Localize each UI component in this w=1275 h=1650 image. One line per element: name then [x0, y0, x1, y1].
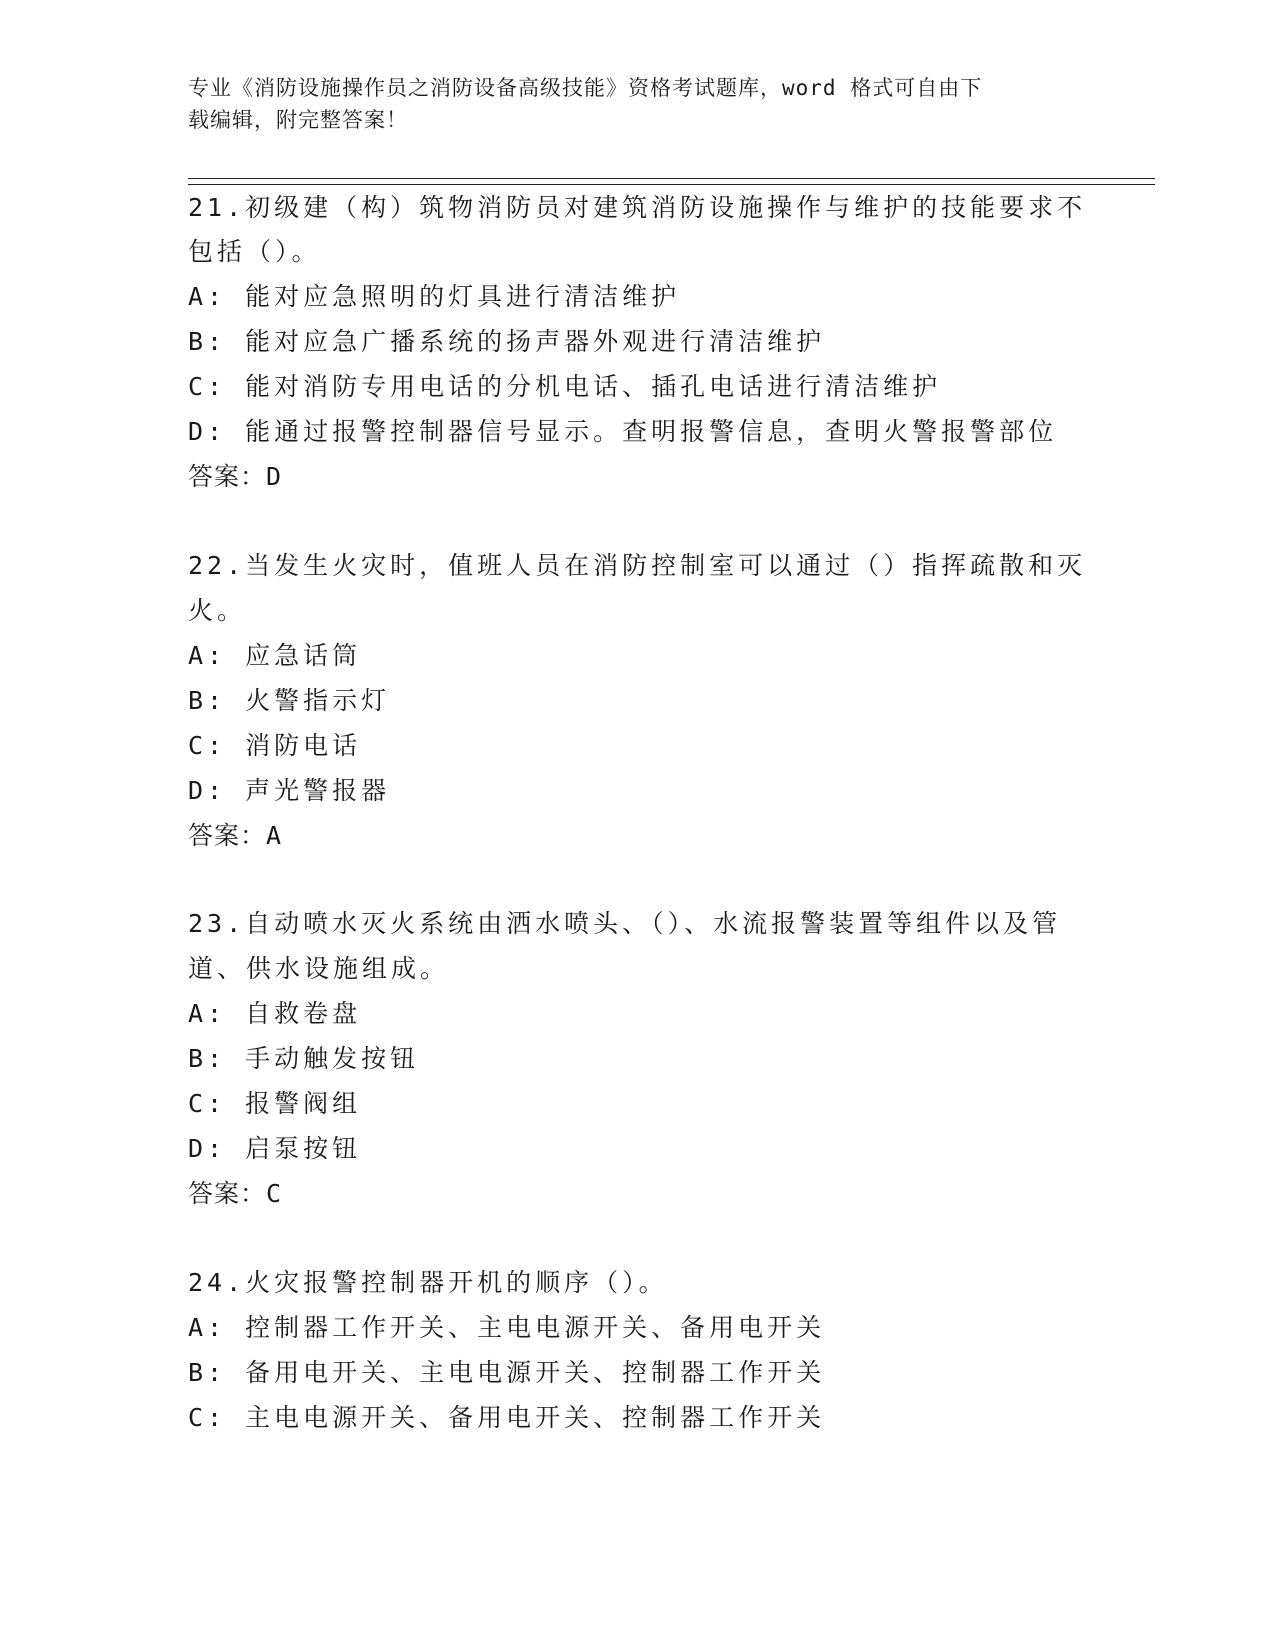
- question-22-stem-line-2: 火。: [188, 596, 247, 625]
- question-23-option-c: C: 报警阀组: [188, 1089, 362, 1118]
- question-23-option-d: D: 启泵按钮: [188, 1134, 362, 1163]
- question-24-stem-line-1: 24.火灾报警控制器开机的顺序（）。: [188, 1268, 668, 1297]
- question-21-stem-line-2: 包括（）。: [188, 237, 321, 266]
- header-divider-top: [188, 178, 1155, 179]
- question-24-option-b: B: 备用电开关、主电电源开关、控制器工作开关: [188, 1358, 826, 1387]
- question-24-option-c: C: 主电电源开关、备用电开关、控制器工作开关: [188, 1403, 826, 1432]
- header-line-2: 载编辑，附完整答案！: [188, 108, 408, 132]
- question-21-option-a: A: 能对应急照明的灯具进行清洁维护: [188, 282, 681, 311]
- header-divider-bottom: [188, 184, 1155, 185]
- question-21-option-d: D: 能通过报警控制器信号显示。查明报警信息，查明火警报警部位: [188, 417, 1058, 446]
- question-22-option-b: B: 火警指示灯: [188, 686, 391, 715]
- question-21-option-c: C: 能对消防专用电话的分机电话、插孔电话进行清洁维护: [188, 372, 942, 401]
- question-21-option-b: B: 能对应急广播系统的扬声器外观进行清洁维护: [188, 327, 826, 356]
- question-23-answer: [188, 1174, 1088, 1214]
- answer-value: D: [266, 462, 283, 491]
- question-22-answer: [188, 816, 1088, 856]
- answer-label: 答案：: [188, 1179, 267, 1208]
- header-line-1: 专业《消防设施操作员之消防设备高级技能》资格考试题库，word 格式可自由下: [188, 76, 983, 100]
- question-23-option-b: B: 手动触发按钮: [188, 1044, 420, 1073]
- question-21-answer: [188, 457, 1088, 497]
- question-22-stem-line-1: 22.当发生火灾时，值班人员在消防控制室可以通过（）指挥疏散和灭: [188, 551, 1087, 580]
- document-header: [188, 72, 1068, 136]
- answer-label: 答案：: [188, 462, 267, 491]
- question-21-stem-line-1: 21.初级建（构）筑物消防员对建筑消防设施操作与维护的技能要求不: [188, 193, 1087, 222]
- question-22-option-d: D: 声光警报器: [188, 776, 391, 805]
- question-23-stem-line-1: 23.自动喷水灭火系统由洒水喷头、（）、水流报警装置等组件以及管: [188, 909, 1062, 938]
- question-23-option-a: A: 自救卷盘: [188, 999, 362, 1028]
- answer-label: 答案：: [188, 821, 267, 850]
- question-22-option-a: A: 应急话筒: [188, 641, 362, 670]
- question-23-stem-line-2: 道、供水设施组成。: [188, 954, 450, 983]
- answer-value: C: [266, 1179, 283, 1208]
- question-24-option-a: A: 控制器工作开关、主电电源开关、备用电开关: [188, 1313, 826, 1342]
- question-22-option-c: C: 消防电话: [188, 731, 362, 760]
- answer-value: A: [266, 821, 283, 850]
